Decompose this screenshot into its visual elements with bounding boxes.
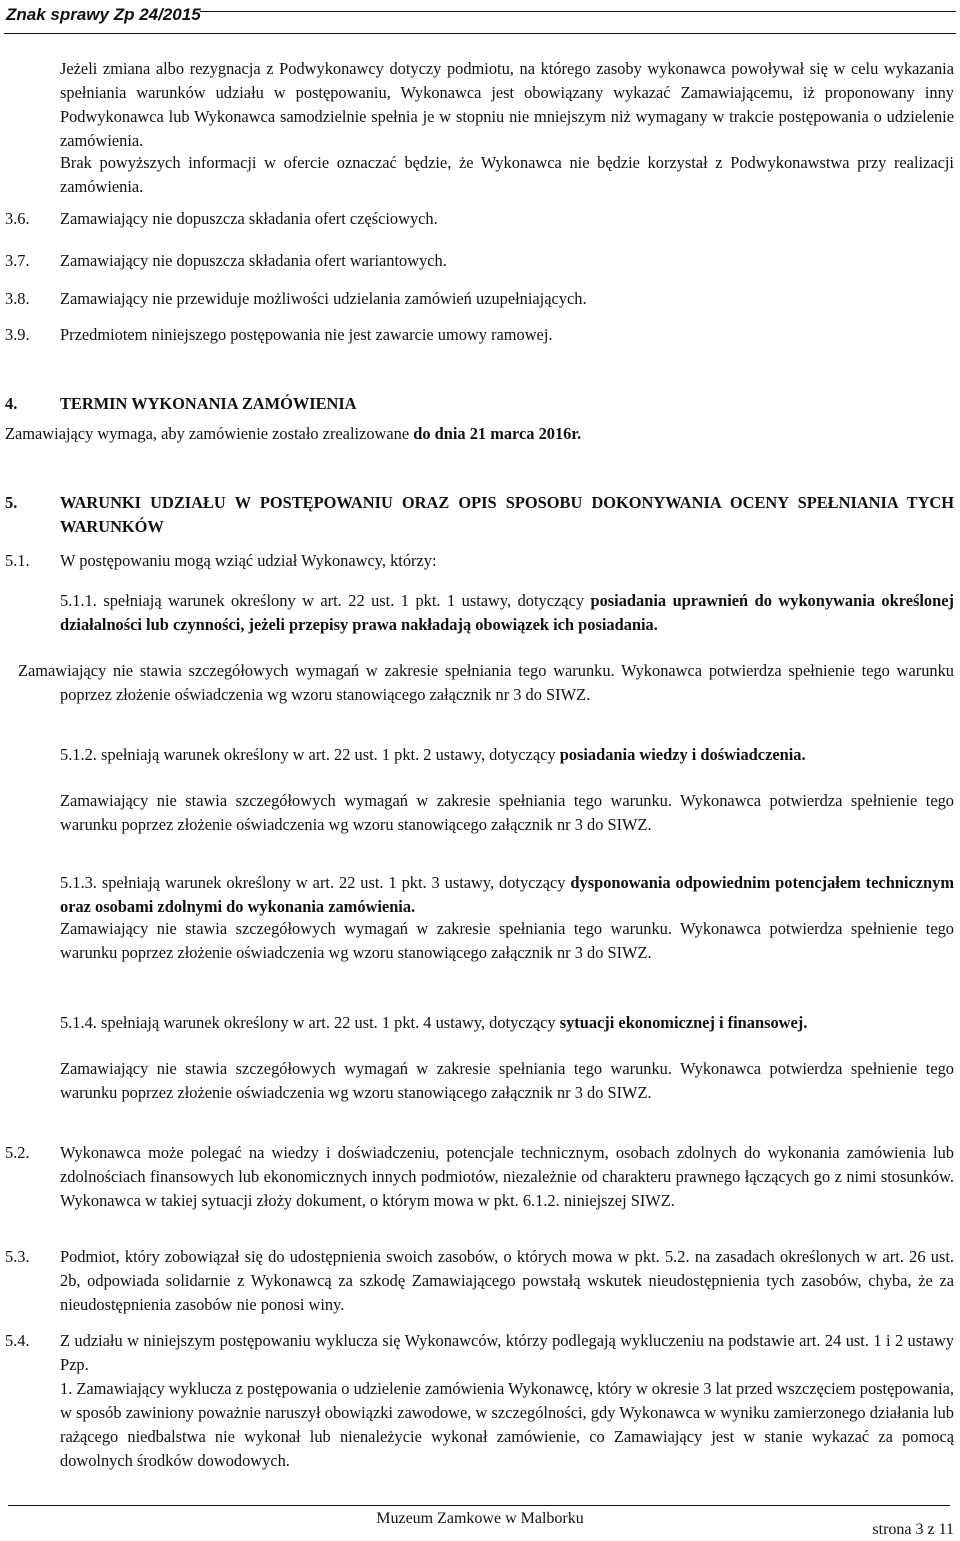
item-5-3-number: 5.3. bbox=[5, 1247, 30, 1266]
header-rule-lower bbox=[4, 33, 956, 34]
item-3-7-text: Zamawiający nie dopuszcza składania ofert wariantowych. bbox=[60, 251, 447, 270]
item-5-3-text: Podmiot, który zobowiązał się do udostępnienia swoich zasobów, o których mowa w pkt. 5.2. na zasadach określonych w art. 26 ust. 2b, odpowiada solidarnie z Wykonawcą za szkodę Zamawiającego powstałą wskutek nieudostępnienia tych zasobów, chyba, że za nieudostępnienia zasobów nie ponosi winy. bbox=[60, 1247, 954, 1314]
page-number: strona 3 z 11 bbox=[872, 1521, 954, 1538]
item-5-1-number: 5.1. bbox=[5, 551, 30, 570]
intro-paragraph-1: Jeżeli zmiana albo rezygnacja z Podwykonawcy dotyczy podmiotu, na którego zasoby wykonawca powoływał się w celu wykazania spełniania warunków udziału w postępowaniu, Wykonawca jest obowiązany wykazać Zamawiającemu, iż proponowany inny Podwykonawca lub Wykonawca samodzielnie spełnia je w stopniu nie mniejszym niż wymagany w trakcie postępowania o udzielenie zamówienia. bbox=[60, 59, 954, 150]
item-5-2-text: Wykonawca może polegać na wiedzy i doświadczeniu, potencjale technicznym, osobach zdolnych do wykonania zamówienia lub zdolnościach finansowych lub ekonomicznych innych podmiotów, niezależnie od charakteru prawnego łączących go z nimi stosunków. Wykonawca w takiej sytuacji złoży dokument, o którym mowa w pkt. 6.1.2. niniejszej SIWZ. bbox=[60, 1143, 954, 1210]
item-3-6-number: 3.6. bbox=[5, 209, 30, 228]
section-4-number: 4. bbox=[5, 394, 18, 413]
item-5-1-4-note: Zamawiający nie stawia szczegółowych wymagań w zakresie spełniania tego warunku. Wykonawca potwierdza spełnienie tego warunku poprzez złożenie oświadczenia wg wzoru stanowiącego załącznik nr 3 do SIWZ. bbox=[60, 1059, 954, 1102]
header-rule bbox=[200, 11, 956, 12]
footer-institution: Muzeum Zamkowe w Malborku bbox=[376, 1510, 584, 1527]
section-5-title: WARUNKI UDZIAŁU W POSTĘPOWANIU ORAZ OPIS SPOSOBU DOKONYWANIA OCENY SPEŁNIANIA TYCH WARUNKÓW bbox=[60, 493, 954, 536]
item-5-1-1-note: Zamawiający nie stawia szczegółowych wymagań w zakresie spełniania tego warunku. Wykonawca potwierdza spełnienie tego warunku poprzez złożenie oświadczenia wg wzoru stanowiącego załącznik nr 3 do SIWZ. bbox=[18, 661, 954, 704]
item-5-1-2-note: Zamawiający nie stawia szczegółowych wymagań w zakresie spełniania tego warunku. Wykonawca potwierdza spełnienie tego warunku poprzez złożenie oświadczenia wg wzoru stanowiącego załącznik nr 3 do SIWZ. bbox=[60, 791, 954, 834]
section-4-title: TERMIN WYKONANIA ZAMÓWIENIA bbox=[60, 394, 357, 413]
section-5-number: 5. bbox=[5, 493, 18, 512]
item-5-1-3: 5.1.3. spełniają warunek określony w art. 22 ust. 1 pkt. 3 ustawy, dotyczący dysponowania odpowiednim potencjałem technicznym oraz osobami zdolnymi do wykonania zamówienia. bbox=[60, 873, 954, 916]
item-5-4-number: 5.4. bbox=[5, 1331, 30, 1350]
intro-paragraph-2: Brak powyższych informacji w ofercie oznaczać będzie, że Wykonawca nie będzie korzystał z Podwykonawstwa przy realizacji zamówienia. bbox=[60, 153, 954, 196]
item-3-9-number: 3.9. bbox=[5, 325, 30, 344]
case-number: Znak sprawy Zp 24/2015 bbox=[6, 5, 201, 24]
item-3-6-text: Zamawiający nie dopuszcza składania ofert częściowych. bbox=[60, 209, 438, 228]
item-5-1-2: 5.1.2. spełniają warunek określony w art. 22 ust. 1 pkt. 2 ustawy, dotyczący posiadania wiedzy i doświadczenia. bbox=[60, 745, 806, 764]
item-3-7-number: 3.7. bbox=[5, 251, 30, 270]
section-4-text: Zamawiający wymaga, aby zamówienie zostało zrealizowane do dnia 21 marca 2016r. bbox=[5, 424, 582, 443]
item-3-8-text: Zamawiający nie przewiduje możliwości udzielania zamówień uzupełniających. bbox=[60, 289, 587, 308]
item-5-1-4: 5.1.4. spełniają warunek określony w art. 22 ust. 1 pkt. 4 ustawy, dotyczący sytuacji ekonomicznej i finansowej. bbox=[60, 1013, 808, 1032]
footer-rule bbox=[8, 1505, 950, 1506]
item-5-4-point-1: 1. Zamawiający wyklucza z postępowania o udzielenie zamówienia Wykonawcę, który w okresie 3 lat przed wszczęciem postępowania, w sposób zawiniony poważnie naruszył obowiązki zawodowe, w szczególności, gdy Wykonawca w wyniku zamierzonego działania lub rażącego niedbalstwa nie wykonał lub nienależycie wykonał zamówienie, co Zamawiający jest w stanie wykazać za pomocą dowolnych środków dowodowych. bbox=[60, 1379, 954, 1470]
item-5-4-text: Z udziału w niniejszym postępowaniu wyklucza się Wykonawców, którzy podlegają wykluczeniu na podstawie art. 24 ust. 1 i 2 ustawy Pzp. bbox=[60, 1331, 954, 1374]
item-3-9-text: Przedmiotem niniejszego postępowania nie jest zawarcie umowy ramowej. bbox=[60, 325, 553, 344]
item-5-1-1: 5.1.1. spełniają warunek określony w art. 22 ust. 1 pkt. 1 ustawy, dotyczący posiadania uprawnień do wykonywania określonej działalności lub czynności, jeżeli przepisy prawa nakładają obowiązek ich posiadania. bbox=[60, 591, 954, 634]
item-5-1-3-note: Zamawiający nie stawia szczegółowych wymagań w zakresie spełniania tego warunku. Wykonawca potwierdza spełnienie tego warunku poprzez złożenie oświadczenia wg wzoru stanowiącego załącznik nr 3 do SIWZ. bbox=[60, 919, 954, 962]
item-5-1-text: W postępowaniu mogą wziąć udział Wykonawcy, którzy: bbox=[60, 551, 437, 570]
item-5-2-number: 5.2. bbox=[5, 1143, 30, 1162]
item-3-8-number: 3.8. bbox=[5, 289, 30, 308]
